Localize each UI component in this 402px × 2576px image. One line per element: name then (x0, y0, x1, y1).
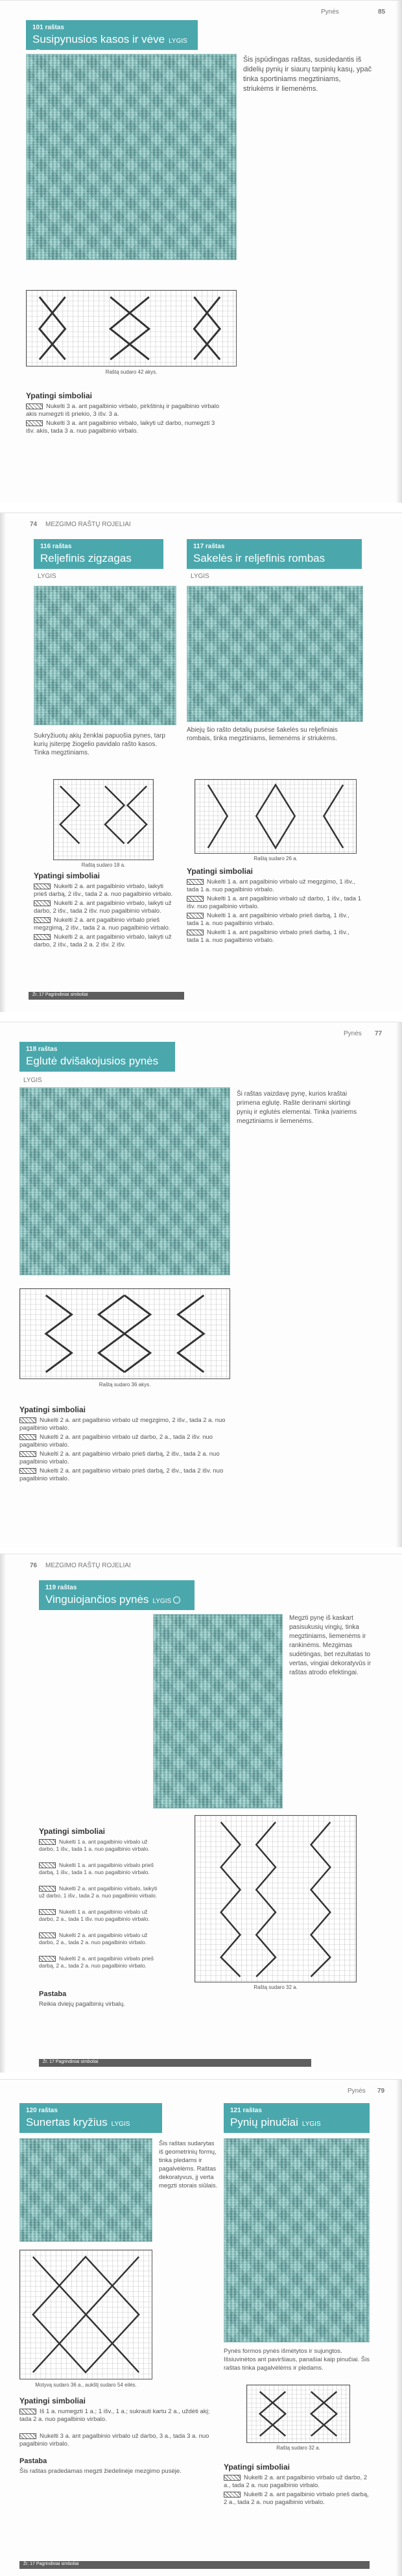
cable-symbol-icon (34, 900, 51, 906)
pattern-description: Ši raštas vaizdavę pynę, kurios kraštai primena eglutę. Rašte derinami skirtingi pynių ir eglutės elementai. Tinka įvairiems megztiniams ir liemenėms. (237, 1090, 357, 1125)
symbol-row: Nukelti 2 a. ant pagalbinio virbalo prieš darbą, 2 išv., tada 2 a. nuo pagalbinio virbalo. (19, 1451, 220, 1465)
page-number: 76 (30, 1562, 38, 1569)
level-label: LYGIS (169, 38, 187, 45)
level-label: LYGIS (191, 573, 209, 580)
symbols-heading: Ypatingi simboliai (39, 1827, 106, 1836)
knitting-chart (19, 1288, 230, 1379)
knitting-chart (26, 290, 237, 367)
chart-caption: Raštą sudaro 26 a. (254, 856, 298, 861)
symbols-heading: Ypatingi simboliai (19, 1405, 86, 1414)
page-120-121 (0, 2079, 402, 2576)
pattern-description: Pynės formos pynės išmėtytos ir sujungtos. Išsiuvinėtos ant paviršiaus, panašiai kaip pinučiai. Šis raštas tinka pagalvėlėms ir pledams. (224, 2348, 370, 2372)
knit-swatch-photo (34, 586, 176, 725)
cable-symbol-icon (224, 2492, 241, 2498)
knitting-chart-right (195, 779, 357, 854)
chart-caption: Raštą sudaro 18 a. (81, 862, 126, 868)
pattern-number: 118 raštas (26, 1046, 58, 1053)
symbol-row: Nukelti 2 a. ant pagalbinio virbalo už darbo, 2 a., tada 2 išv. nuo pagalbinio virbalo. (19, 1434, 213, 1449)
knit-swatch-photo (19, 1087, 230, 1275)
symbol-row: Nukelti 2 a. ant pagalbinio virbalo prieš darbą, 2 išv., tada 2 išv. nuo pagalbinio virbalo. (19, 1467, 224, 1482)
cable-symbol-icon (19, 1434, 36, 1440)
page-number: 79 (377, 2088, 385, 2095)
cable-symbol-icon (224, 2475, 241, 2481)
chart-caption: Raštą sudaro 36 akys. (99, 1382, 151, 1388)
title-band (19, 1042, 175, 1072)
symbols-heading: Ypatingi simboliai (19, 2396, 86, 2405)
knit-swatch-photo (19, 2138, 152, 2242)
cable-symbol-icon (19, 2409, 36, 2414)
knitting-chart-right (246, 2385, 350, 2443)
pattern-number: 116 raštas (40, 543, 72, 550)
knit-swatch-photo (187, 586, 363, 722)
cable-symbol-icon (34, 934, 51, 940)
page-header: Pynės (321, 8, 339, 16)
symbol-row: Nukelti 2 a. ant pagalbinio virbalo, laikyti už darbo, 2 išv., tada 2 išv. nuo pagalbinio virbalo. (34, 900, 172, 915)
knit-swatch-photo (224, 2138, 370, 2342)
level-label: LYGIS (111, 2121, 130, 2128)
pattern-title: Reljefinis zigzagas (40, 552, 132, 564)
pattern-number: 121 raštas (230, 2107, 262, 2114)
cable-symbol-icon (187, 913, 204, 919)
chart-grid (54, 780, 153, 860)
level-label: LYGIS (302, 2121, 321, 2128)
cable-symbol-icon (19, 1468, 36, 1474)
cable-symbol-icon (39, 1862, 56, 1868)
level-label: LYGIS (38, 573, 56, 580)
symbol-row: Nukelti 1 a. ant pagalbinio virbalo prieš darbą, 1 išv., tada 1 a. nuo pagalbinio virbalo. (39, 1862, 154, 1875)
cable-symbol-icon (39, 1932, 56, 1938)
pattern-description: Šis įspūdingas raštas, susidedantis iš didelių pynių ir siaurų tarpinių kasų, ypač tinka sportiniams megztiniams, striukėms ir liemenėms. (243, 56, 372, 93)
page-number: 85 (378, 8, 386, 16)
cable-symbol-icon (26, 403, 43, 409)
symbol-row: Nukelti 2 a. ant pagalbinio virbalo už darbo, 2 a., tada 2 a. nuo pagalbinio virbalo. (224, 2474, 368, 2489)
chart-caption: Raštą sudaro 32 a. (254, 1984, 298, 1990)
page-118 (0, 1022, 402, 1547)
cable-symbol-icon (39, 1839, 56, 1845)
symbol-row: Nukelti 3 a. ant pagalbinio virbalo, laikyti už darbo, numegzti 3 išv. akis, tada 3 a. nuo pagalbinio virbalo. (26, 420, 215, 435)
symbol-row: Nukelti 2 a. ant pagalbinio virbalo, laikyti prieš darbą, 2 išv., tada 2 a. nuo pagalbinio virbalo. (34, 883, 173, 898)
symbol-row: Nukelti 2 a. ant pagalbinio virbalo, laikyti už darbo, 1 išv., tada 2 a. nuo pagalbinio virbalo. (39, 1885, 158, 1899)
note-text: Reikia dviejų pagalbinių virbalų. (39, 2001, 126, 2008)
symbols-heading: Ypatingi simboliai (187, 867, 254, 876)
pattern-title: Pynių pinučiai LYGIS (230, 2116, 321, 2128)
pattern-title: Vinguiojančios pynės LYGIS (45, 1593, 188, 1606)
level-label: LYGIS (23, 1077, 42, 1084)
pattern-number: 117 raštas (193, 543, 225, 550)
pattern-number: 120 raštas (26, 2107, 58, 2114)
symbol-row: Nukelti 3 a. ant pagalbinio virbalo, pirkštinių ir pagalbinio virbalo akis numegzti iš priekio, 3 išv. 3 a. (26, 403, 220, 418)
pattern-title: Sakelės ir reljefinis rombas (193, 552, 325, 564)
page-119 (0, 1554, 402, 2073)
symbol-row: Nukelti 1 a. ant pagalbinio virbalo prieš darbą, 1 išv., tada 1 a. nuo pagalbinio virbalo. (187, 929, 349, 944)
pattern-title: Eglutė dvišakojusios pynės (26, 1055, 159, 1067)
chart-grid (27, 291, 236, 366)
symbols-heading: Ypatingi simboliai (26, 391, 93, 400)
symbol-row: Nukelti 2 a. ant pagalbinio virbalo, laikyti už darbo, 2 išv., tada 2 a. 2 išv. 2 išv. (34, 933, 172, 948)
chart-grid (20, 2250, 152, 2379)
symbol-row: Nukelti 3 a. ant pagalbinio virbalo už darbo, 3 a., tada 3 a. nuo pagalbinio virbalo. (19, 2433, 209, 2448)
note-text: Šis raštas pradedamas megzti žiedelinėje mezgimo pusėje. (19, 2468, 182, 2475)
cable-symbol-icon (19, 1417, 36, 1423)
knitting-chart-left (19, 2250, 152, 2379)
note-heading: Pastaba (39, 1990, 67, 1998)
symbol-row: Nukelti 1 a. ant pagalbinio virbalo už darbo, 1 išv., tada 1 a. nuo pagalbinio virbalo. (39, 1838, 150, 1852)
page-header: Pynės (344, 1030, 362, 1037)
chart-grid (195, 780, 356, 853)
chart-grid (20, 1289, 230, 1378)
cable-symbol-icon (187, 930, 204, 935)
symbol-row: Nukelti 1 a. ant pagalbinio virbalo už darbo, 2 a., tada 1 išv. nuo pagalbinio virbalo. (39, 1908, 150, 1922)
cable-symbol-icon (26, 420, 43, 426)
cable-symbol-icon (34, 884, 51, 889)
note-heading: Pastaba (19, 2457, 47, 2465)
title-band-left (19, 2103, 162, 2133)
footer-bar: Žr. 17 Pagrindiniai simboliai (29, 992, 184, 1000)
page-header: Pynės (348, 2088, 366, 2095)
footer-bar: Žr. 17 Pagrindiniai simboliai (19, 2561, 370, 2569)
page-number: 74 (30, 521, 38, 528)
symbol-row: Nukelti 2 a. ant pagalbinio virbalo už darbo, 2 a., tada 2 a. nuo pagalbinio virbalo. (39, 1932, 148, 1945)
symbol-row: Nukelti 1 a. ant pagalbinio virbalo už darbo, 1 išv., tada 1 išv. nuo pagalbinio virbalo. (187, 895, 361, 910)
symbols-heading: Ypatingi simboliai (34, 871, 100, 880)
cable-symbol-icon (34, 917, 51, 923)
pattern-description: Megzti pynę iš kaskart pasisukusių vingių, tinka megztiniams, liemenėms ir rankinėms. Mezgimas sudėtingas, bet rezultatas to vertas, vingiai dekoratyvūs ir raštas atrodo efektingai. (289, 1615, 372, 1676)
chart-caption: Motyvą sudaro 36 a., aukštį sudaro 54 eilės. (35, 2382, 137, 2388)
cable-symbol-icon (39, 1956, 56, 1962)
pattern-description: Abiejų šio rašto detalių pusėse šakelės su reljefiniais rombais, tinka megztiniams, liemenėms ir striukėms. (187, 727, 338, 742)
knit-swatch-photo (26, 54, 237, 260)
title-band-right (224, 2103, 370, 2133)
page-number: 77 (375, 1030, 383, 1037)
chart-caption: Raštą sudaro 42 akys. (105, 369, 158, 375)
page-116-117 (0, 512, 402, 1012)
cable-symbol-icon (39, 1886, 56, 1892)
title-band (26, 20, 198, 50)
cable-symbol-icon (19, 1451, 36, 1457)
title-band-left (34, 539, 163, 569)
symbol-row: Nukelti 1 a. ant pagalbinio virbalo už megzgimo, 1 išv., tada 1 a. nuo pagalbinio virbalo. (187, 878, 355, 893)
pattern-title: Susipynusios kasos ir vėve LYGIS (32, 33, 191, 59)
title-band (39, 1580, 195, 1610)
pattern-number: 119 raštas (45, 1584, 77, 1591)
symbols-heading: Ypatingi simboliai (224, 2462, 290, 2472)
knitting-chart-left (53, 779, 154, 860)
knitting-chart (195, 1815, 357, 1982)
symbol-row: Nukelti 2 a. ant pagalbinio virbalo prieš darbą, 2 a., tada 2 a. nuo pagalbinio virbalo. (224, 2491, 369, 2506)
knit-swatch-photo (153, 1614, 283, 1809)
pattern-description: Šis raštas sudarytas iš geometrinių formų, tinka pledams ir pagalvėlėms. Raštas dekoratyvus, jį verta megzti storais siūlais. (159, 2140, 218, 2189)
cable-symbol-icon (19, 2433, 36, 2439)
level-label: LYGIS (152, 1598, 172, 1605)
symbol-row: Nukelti 1 a. ant pagalbinio virbalo prieš darbą, 1 išv., tada 1 a. nuo pagalbinio virbalo. (187, 912, 349, 927)
symbol-row: Nukelti 2 a. ant pagalbinio virbalo už megzgimo, 2 išv., tada 2 a. nuo pagalbinio virbalo. (19, 1417, 226, 1432)
chart-grid (247, 2385, 349, 2442)
symbol-row: Nukelti 2 a. ant pagalbinio virbalo prieš darbą, 2 a., tada 2 a. nuo pagalbinio virbalo. (39, 1955, 154, 1969)
chart-grid (195, 1816, 356, 1982)
symbol-row: Nukelti 2 a. ant pagalbinio virbalo prieš megzgimą, 2 išv., tada 2 a. nuo pagalbinio virbalo. (34, 917, 171, 932)
pattern-number: 101 raštas (32, 24, 64, 31)
footer-bar: Žr. 17 Pagrindiniai simboliai (39, 2059, 311, 2067)
title-band-right (187, 539, 362, 569)
pattern-description: Sukryžiuotų akių ženklai papuošia pynes, tarp kurių įsiterpę žiogelio pavidalo rašto kasos. Tinka megztiniams. (34, 732, 165, 756)
pattern-title: Sunertas kryžius LYGIS (26, 2116, 130, 2128)
level-icon (173, 1596, 180, 1604)
chart-caption: Raštą sudaro 32 a. (276, 2445, 320, 2451)
page-header: MEZGIMO RAŠTŲ ROJELIAI (45, 1562, 131, 1569)
cable-symbol-icon (187, 896, 204, 902)
cable-symbol-icon (187, 879, 204, 885)
page-101 (0, 0, 402, 503)
symbol-row: Iš 1 a. numegzti 1 a.; 1 išv., 1 a.; sukrauti kartu 2 a., uždėti akį; tada 2 a. nuo pagalbinio virbalo. (19, 2408, 210, 2423)
cable-symbol-icon (39, 1909, 56, 1915)
page-header: MEZGIMO RAŠTŲ ROJELIAI (45, 521, 131, 528)
